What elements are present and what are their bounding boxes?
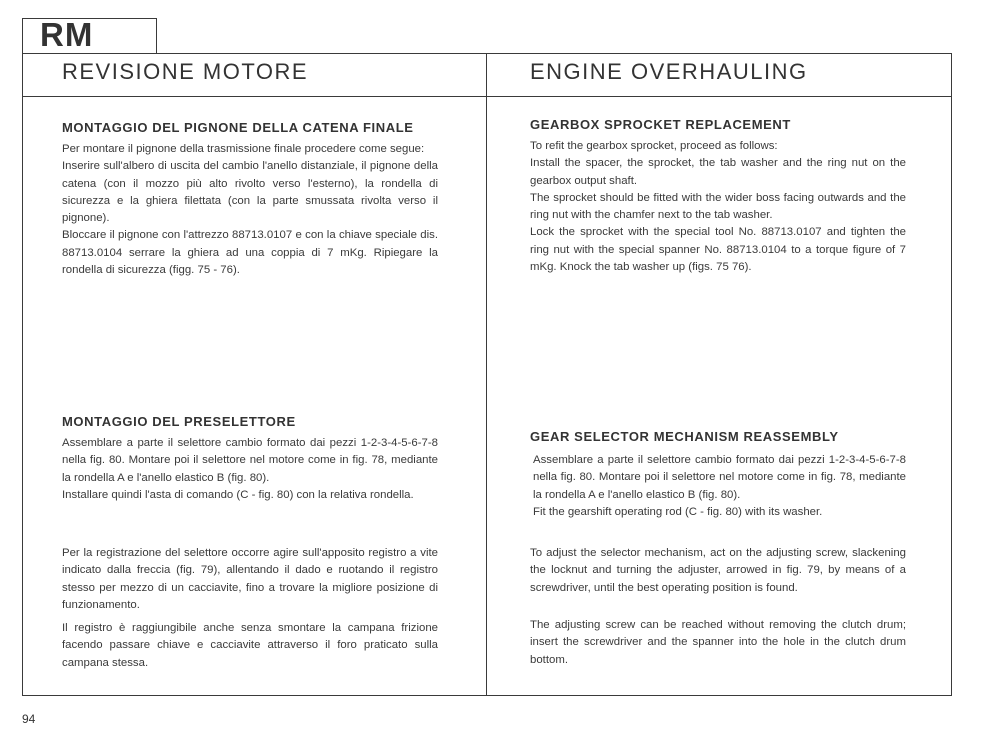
section-heading-en-selector: GEAR SELECTOR MECHANISM REASSEMBLY	[530, 429, 839, 444]
paragraph-it-selector-2: Per la registrazione del selettore occorre agire sull'apposito registro a vite indicato dalla freccia (fig. 79), allentando il dado e ruotando il registro stesso per mezzo di un cacciavite, fino a trovare la migliore posizione di funzionamento.	[62, 547, 438, 611]
paragraph-it-selector-3: Il registro è raggiungibile anche senza smontare la campana frizione facendo passare chiave e cacciavite attraverso il foro praticato sulla campana stessa.	[62, 622, 438, 669]
column-divider	[486, 53, 487, 696]
paragraph-it-sprocket: Per montare il pignone della trasmissione finale procedere come segue: Inserire sull'albero di uscita del cambio l'anello distanziale, il pignone della catena (con il mozzo più alto rivolto verso l'esterno), la rondella di sicurezza e la ghiera filettata (con la parte smussata rivolta verso il pignone). Bloccare il pignone con l'attrezzo 88713.0107 e con la chiave speciale dis. 88713.0104 serrare la ghiera ad una coppia di 7 mKg. Ripiegare la rondella di sicurezza (figg. 75 - 76).	[62, 143, 438, 277]
paragraph-en-selector-2: To adjust the selector mechanism, act on the adjusting screw, slackening the locknut and turning the adjuster, arrowed in fig. 79, by means of a screwdriver, until the best operating position is found.	[530, 547, 906, 594]
manual-code-label: RM	[40, 16, 94, 53]
paragraph-en-selector-3: The adjusting screw can be reached without removing the clutch drum; insert the screwdriver and the spanner into the hole in the clutch drum bottom.	[530, 619, 906, 666]
section-heading-it-sprocket: MONTAGGIO DEL PIGNONE DELLA CATENA FINALE	[62, 120, 414, 135]
section-heading-it-selector: MONTAGGIO DEL PRESELETTORE	[62, 414, 296, 429]
paragraph-en-selector-1: Assemblare a parte il selettore cambio formato dai pezzi 1-2-3-4-5-6-7-8 nella fig. 80. Montare poi il selettore nel motore come in fig. 78, mediante la rondella A e l'anello elastico B (fig. 80). Fit the gearshift operating rod (C - fig. 80) with its washer.	[533, 454, 906, 518]
section-heading-en-sprocket: GEARBOX SPROCKET REPLACEMENT	[530, 117, 791, 132]
page-number: 94	[22, 712, 36, 726]
italian-page-title: REVISIONE MOTORE	[62, 59, 309, 84]
paragraph-it-selector-1: Assemblare a parte il selettore cambio formato dai pezzi 1-2-3-4-5-6-7-8 nella fig. 80. Montare poi il selettore nel motore come in fig. 78, mediante la rondella A e l'anello elastico B (fig. 80). Installare quindi l'asta di comando (C - fig. 80) con la relativa rondella.	[62, 437, 438, 501]
paragraph-en-sprocket: To refit the gearbox sprocket, proceed as follows: Install the spacer, the sprocket, the tab washer and the ring nut on the gearbox output shaft. The sprocket should be fitted with the wider boss facing outwards and the ring nut with the chamfer next to the tab washer. Lock the sprocket with the special tool No. 88713.0107 and tighten the ring nut with the special spanner No. 88713.0104 to a torque figure of 7 mKg. Knock the tab washer up (figs. 75 76).	[530, 140, 906, 274]
english-page-title: ENGINE OVERHAULING	[530, 59, 808, 84]
